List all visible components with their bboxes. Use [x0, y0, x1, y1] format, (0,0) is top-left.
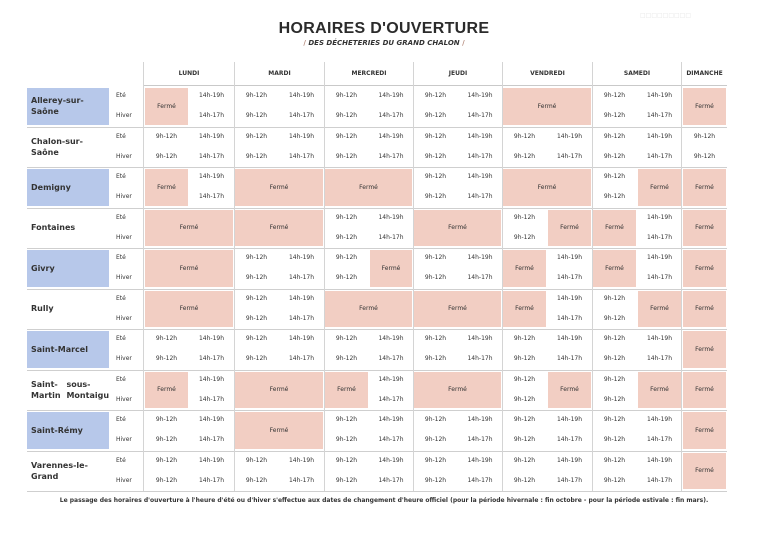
time-cell: 14h-17h	[198, 436, 225, 444]
day-divider	[324, 62, 325, 491]
time-cell: 14h-17h	[646, 233, 673, 241]
day-header-vendredi: VENDREDI	[502, 62, 592, 86]
closed-block: Fermé	[145, 250, 233, 287]
time-cell: 14h-17h	[288, 152, 315, 160]
time-cell: 14h-19h	[198, 173, 225, 180]
time-cell: 9h-12h	[603, 92, 626, 99]
time-cell: 14h-19h	[378, 375, 404, 383]
closed-block: Fermé	[548, 372, 591, 409]
time-cell: 9h-12h	[513, 456, 536, 464]
time-cell: 9h-12h	[424, 152, 447, 160]
town-name: Saint-Rémy	[31, 425, 83, 435]
time-cell: 14h-17h	[378, 152, 404, 160]
time-cell: 14h-17h	[198, 152, 225, 160]
time-cell: 14h-19h	[198, 92, 225, 99]
time-cell: 9h-12h	[335, 416, 358, 423]
time-cell: 14h-17h	[198, 395, 225, 403]
closed-block: Fermé	[683, 250, 726, 287]
closed-block: Fermé	[414, 210, 501, 247]
time-cell: 9h-12h	[335, 213, 358, 221]
time-cell: 14h-19h	[556, 132, 583, 140]
page-subtitle: / DES DÉCHETERIES DU GRAND CHALON /	[303, 39, 465, 47]
season-hiver: Hiver	[116, 436, 132, 444]
time-cell: 14h-17h	[198, 476, 225, 484]
footnote: Le passage des horaires d'ouverture à l'heure d'été ou d'hiver s'effectue aux dates de changement d'heure officiel (pour la période hivernale : fin octobre - pour la période estivale : fin mars).	[59, 497, 709, 504]
time-cell: 9h-12h	[603, 436, 626, 444]
time-cell: 14h-17h	[467, 274, 493, 282]
season-ete: Eté	[116, 132, 126, 140]
time-cell: 9h-12h	[245, 456, 268, 464]
season-hiver: Hiver	[116, 233, 132, 241]
time-cell: 9h-12h	[424, 436, 447, 444]
day-header-mercredi: MERCREDI	[324, 62, 413, 86]
time-cell: 9h-12h	[513, 375, 536, 383]
closed-block: Fermé	[683, 372, 726, 409]
time-cell: 9h-12h	[335, 152, 358, 160]
day-divider	[413, 62, 414, 491]
time-cell: 9h-12h	[513, 152, 536, 160]
time-cell: 14h-17h	[556, 152, 583, 160]
time-cell: 14h-19h	[556, 416, 583, 423]
time-cell: 9h-12h	[513, 476, 536, 484]
time-cell: 9h-12h	[424, 92, 447, 99]
time-cell: 14h-19h	[556, 294, 583, 302]
time-cell: 14h-17h	[646, 355, 673, 363]
time-cell: 14h-17h	[378, 436, 404, 444]
season-hiver: Hiver	[116, 314, 132, 322]
day-header-jeudi: JEUDI	[413, 62, 502, 86]
closed-block: Fermé	[235, 210, 323, 247]
time-cell: 9h-12h	[513, 132, 536, 140]
time-cell: 9h-12h	[424, 193, 447, 201]
closed-block: Fermé	[503, 291, 546, 328]
town-name: Saint-Marcel	[31, 344, 88, 354]
time-cell: 14h-19h	[378, 456, 404, 464]
time-cell: 9h-12h	[335, 254, 358, 261]
time-cell: 9h-12h	[513, 233, 536, 241]
time-cell: 9h-12h	[603, 416, 626, 423]
time-cell: 14h-17h	[378, 476, 404, 484]
row-divider	[27, 491, 727, 492]
time-cell: 14h-19h	[378, 132, 404, 140]
town-label	[27, 412, 109, 449]
time-cell: 9h-12h	[245, 355, 268, 363]
time-cell: 9h-12h	[603, 193, 626, 201]
time-cell: 14h-17h	[556, 274, 583, 282]
day-header-lundi: LUNDI	[143, 62, 234, 86]
closed-block: Fermé	[145, 88, 188, 125]
time-cell: 14h-19h	[288, 92, 315, 99]
town-name: Chalon-sur-Saône	[31, 136, 83, 157]
time-cell: 14h-19h	[198, 456, 225, 464]
time-cell: 9h-12h	[245, 112, 268, 120]
page-title: HORAIRES D'OUVERTURE	[278, 20, 490, 37]
time-cell: 9h-12h	[424, 335, 447, 342]
time-cell: 14h-17h	[378, 355, 404, 363]
season-hiver: Hiver	[116, 476, 132, 484]
season-ete: Eté	[116, 375, 126, 383]
time-cell: 9h-12h	[693, 152, 716, 160]
day-divider	[234, 62, 235, 491]
town-label	[27, 169, 109, 206]
time-cell: 9h-12h	[245, 274, 268, 282]
time-cell: 14h-19h	[646, 213, 673, 221]
time-cell: 9h-12h	[245, 152, 268, 160]
time-cell: 14h-19h	[467, 335, 493, 342]
time-cell: 14h-19h	[646, 335, 673, 342]
schedule-table	[27, 62, 727, 487]
day-header-mardi: MARDI	[234, 62, 324, 86]
time-cell: 9h-12h	[603, 132, 626, 140]
closed-block: Fermé	[325, 372, 368, 409]
time-cell: 9h-12h	[155, 152, 178, 160]
town-label	[27, 88, 109, 125]
time-cell: 14h-17h	[646, 476, 673, 484]
time-cell: 14h-17h	[378, 233, 404, 241]
time-cell: 9h-12h	[603, 173, 626, 180]
closed-block: Fermé	[145, 210, 233, 247]
time-cell: 9h-12h	[424, 274, 447, 282]
day-divider	[592, 62, 593, 491]
corner-mark: □□□□□□□□□	[640, 12, 692, 19]
town-label	[27, 129, 109, 166]
town-label	[27, 210, 109, 247]
town-name-line2: sous-Montaigu	[66, 379, 110, 400]
time-cell: 14h-17h	[198, 112, 225, 120]
time-cell: 14h-19h	[288, 132, 315, 140]
day-divider	[143, 62, 144, 491]
closed-block: Fermé	[325, 169, 412, 206]
time-cell: 9h-12h	[335, 355, 358, 363]
town-name: Saint-Martin	[31, 379, 61, 400]
season-hiver: Hiver	[116, 193, 132, 201]
season-ete: Eté	[116, 294, 126, 302]
day-header-samedi: SAMEDI	[592, 62, 681, 86]
town-label	[27, 331, 109, 368]
time-cell: 9h-12h	[693, 132, 716, 140]
time-cell: 9h-12h	[335, 132, 358, 140]
time-cell: 14h-19h	[646, 132, 673, 140]
season-hiver: Hiver	[116, 152, 132, 160]
time-cell: 14h-17h	[288, 112, 315, 120]
time-cell: 9h-12h	[603, 375, 626, 383]
season-ete: Eté	[116, 173, 126, 180]
season-hiver: Hiver	[116, 112, 132, 120]
subtitle-text: DES DÉCHETERIES DU GRAND CHALON	[308, 39, 460, 47]
day-divider	[502, 62, 503, 491]
time-cell: 9h-12h	[603, 456, 626, 464]
time-cell: 14h-19h	[556, 456, 583, 464]
season-hiver: Hiver	[116, 355, 132, 363]
time-cell: 9h-12h	[335, 274, 358, 282]
time-cell: 9h-12h	[513, 395, 536, 403]
closed-block: Fermé	[325, 291, 412, 328]
closed-block: Fermé	[414, 291, 501, 328]
time-cell: 14h-19h	[467, 132, 493, 140]
time-cell: 9h-12h	[603, 152, 626, 160]
time-cell: 9h-12h	[603, 335, 626, 342]
closed-block: Fermé	[638, 372, 681, 409]
town-label	[27, 250, 109, 287]
time-cell: 9h-12h	[603, 314, 626, 322]
time-cell: 9h-12h	[424, 456, 447, 464]
time-cell: 14h-19h	[467, 254, 493, 261]
closed-block: Fermé	[145, 372, 188, 409]
time-cell: 14h-19h	[556, 254, 583, 261]
time-cell: 9h-12h	[335, 436, 358, 444]
time-cell: 14h-19h	[467, 92, 493, 99]
season-ete: Eté	[116, 92, 126, 99]
time-cell: 9h-12h	[424, 355, 447, 363]
closed-block: Fermé	[638, 291, 681, 328]
time-cell: 14h-19h	[198, 132, 225, 140]
closed-block: Fermé	[683, 331, 726, 368]
season-hiver: Hiver	[116, 395, 132, 403]
time-cell: 14h-17h	[288, 355, 315, 363]
time-cell: 14h-17h	[467, 193, 493, 201]
town-name: Varennes-le-Grand	[31, 460, 88, 481]
time-cell: 9h-12h	[603, 355, 626, 363]
closed-block: Fermé	[548, 210, 591, 247]
closed-block: Fermé	[683, 88, 726, 125]
time-cell: 14h-19h	[198, 416, 225, 423]
time-cell: 9h-12h	[513, 335, 536, 342]
town-name: Demigny	[31, 182, 71, 192]
closed-block: Fermé	[145, 291, 233, 328]
season-hiver: Hiver	[116, 274, 132, 282]
time-cell: 9h-12h	[245, 254, 268, 261]
closed-block: Fermé	[638, 169, 681, 206]
closed-block: Fermé	[503, 250, 546, 287]
time-cell: 9h-12h	[245, 476, 268, 484]
time-cell: 14h-17h	[288, 314, 315, 322]
closed-block: Fermé	[683, 169, 726, 206]
time-cell: 14h-19h	[646, 456, 673, 464]
closed-block: Fermé	[683, 453, 726, 490]
time-cell: 14h-19h	[198, 335, 225, 342]
time-cell: 14h-17h	[556, 436, 583, 444]
closed-block: Fermé	[593, 250, 636, 287]
closed-block: Fermé	[145, 169, 188, 206]
time-cell: 14h-17h	[198, 355, 225, 363]
town-name: Rully	[31, 304, 54, 314]
time-cell: 14h-19h	[467, 416, 493, 423]
time-cell: 9h-12h	[245, 335, 268, 342]
time-cell: 14h-17h	[467, 355, 493, 363]
time-cell: 14h-17h	[646, 112, 673, 120]
time-cell: 14h-19h	[378, 92, 404, 99]
closed-block: Fermé	[235, 169, 323, 206]
time-cell: 14h-19h	[378, 213, 404, 221]
time-cell: 9h-12h	[245, 92, 268, 99]
time-cell: 14h-19h	[378, 416, 404, 423]
time-cell: 14h-17h	[288, 476, 315, 484]
closed-block: Fermé	[235, 372, 323, 409]
season-ete: Eté	[116, 213, 126, 221]
time-cell: 14h-17h	[378, 112, 404, 120]
time-cell: 14h-17h	[467, 436, 493, 444]
time-cell: 9h-12h	[603, 112, 626, 120]
time-cell: 14h-17h	[467, 152, 493, 160]
time-cell: 14h-19h	[556, 335, 583, 342]
time-cell: 9h-12h	[155, 132, 178, 140]
town-name: Allerey-sur-Saône	[31, 96, 84, 117]
time-cell: 14h-17h	[556, 355, 583, 363]
closed-block: Fermé	[370, 250, 412, 287]
town-name: Fontaines	[31, 223, 76, 233]
time-cell: 14h-17h	[646, 274, 673, 282]
time-cell: 9h-12h	[155, 416, 178, 423]
time-cell: 9h-12h	[513, 416, 536, 423]
time-cell: 9h-12h	[155, 456, 178, 464]
time-cell: 9h-12h	[155, 436, 178, 444]
time-cell: 14h-19h	[467, 173, 493, 180]
time-cell: 14h-19h	[198, 375, 225, 383]
time-cell: 14h-17h	[288, 274, 315, 282]
closed-block: Fermé	[503, 169, 591, 206]
day-header-dimanche: DIMANCHE	[681, 62, 727, 86]
closed-block: Fermé	[235, 412, 323, 449]
time-cell: 14h-17h	[198, 193, 225, 201]
time-cell: 14h-17h	[378, 395, 404, 403]
time-cell: 9h-12h	[424, 173, 447, 180]
time-cell: 9h-12h	[245, 314, 268, 322]
time-cell: 14h-19h	[288, 254, 315, 261]
time-cell: 9h-12h	[335, 112, 358, 120]
closed-block: Fermé	[414, 372, 501, 409]
time-cell: 14h-17h	[646, 436, 673, 444]
time-cell: 9h-12h	[155, 355, 178, 363]
time-cell: 14h-19h	[378, 335, 404, 342]
time-cell: 14h-17h	[646, 152, 673, 160]
time-cell: 14h-19h	[288, 456, 315, 464]
time-cell: 14h-19h	[467, 456, 493, 464]
time-cell: 14h-17h	[467, 112, 493, 120]
time-cell: 9h-12h	[335, 476, 358, 484]
time-cell: 9h-12h	[513, 436, 536, 444]
time-cell: 9h-12h	[513, 355, 536, 363]
time-cell: 9h-12h	[155, 335, 178, 342]
time-cell: 9h-12h	[335, 335, 358, 342]
town-name: Givry	[31, 263, 55, 273]
closed-block: Fermé	[683, 291, 726, 328]
time-cell: 9h-12h	[335, 92, 358, 99]
closed-block: Fermé	[593, 210, 636, 247]
time-cell: 14h-19h	[646, 416, 673, 423]
time-cell: 14h-17h	[467, 476, 493, 484]
season-ete: Eté	[116, 254, 126, 261]
season-ete: Eté	[116, 335, 126, 342]
time-cell: 14h-19h	[288, 335, 315, 342]
time-cell: 9h-12h	[424, 416, 447, 423]
time-cell: 9h-12h	[424, 132, 447, 140]
time-cell: 14h-19h	[646, 92, 673, 99]
time-cell: 9h-12h	[513, 213, 536, 221]
closed-block: Fermé	[683, 210, 726, 247]
time-cell: 9h-12h	[603, 395, 626, 403]
time-cell: 14h-19h	[288, 294, 315, 302]
time-cell: 9h-12h	[424, 476, 447, 484]
closed-block: Fermé	[503, 88, 591, 125]
town-label	[27, 453, 109, 490]
closed-block: Fermé	[683, 412, 726, 449]
time-cell: 9h-12h	[603, 294, 626, 302]
time-cell: 9h-12h	[245, 294, 268, 302]
time-cell: 9h-12h	[424, 254, 447, 261]
time-cell: 14h-19h	[646, 254, 673, 261]
time-cell: 14h-17h	[556, 476, 583, 484]
season-ete: Eté	[116, 456, 126, 464]
time-cell: 9h-12h	[335, 233, 358, 241]
season-ete: Eté	[116, 416, 126, 423]
time-cell: 9h-12h	[245, 132, 268, 140]
time-cell: 9h-12h	[155, 476, 178, 484]
time-cell: 14h-17h	[556, 314, 583, 322]
town-label	[27, 372, 109, 409]
town-label	[27, 291, 109, 328]
time-cell: 9h-12h	[335, 456, 358, 464]
time-cell: 9h-12h	[603, 476, 626, 484]
day-divider	[681, 62, 682, 491]
time-cell: 9h-12h	[424, 112, 447, 120]
